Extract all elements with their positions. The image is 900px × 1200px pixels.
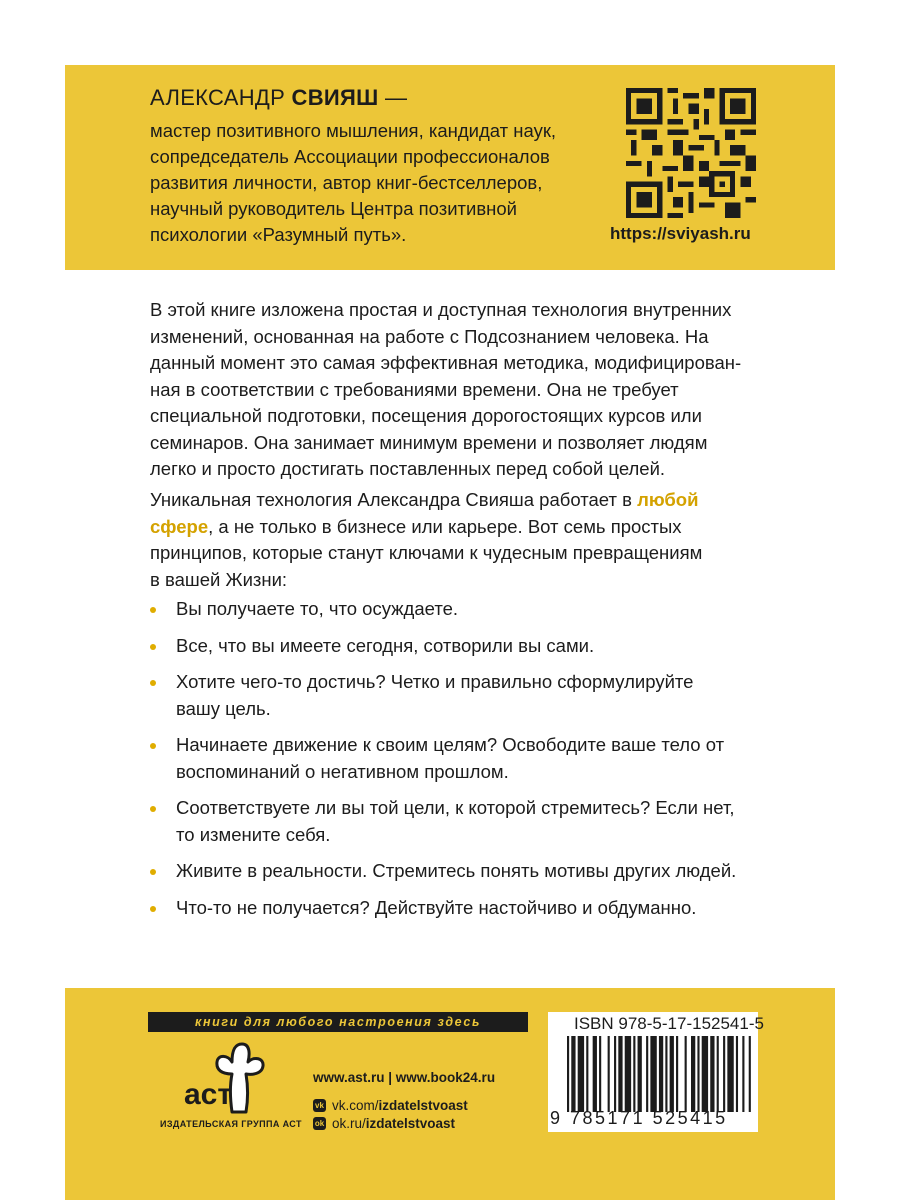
author-last-name: СВИЯШ [291,85,379,110]
barcode-bar [749,1036,751,1112]
paragraph-line: В этой книге изложена простая и доступная технология внутренних [150,299,732,320]
author-dash: — [384,85,408,110]
barcode-bar [599,1036,601,1112]
isbn-text: ISBN 978-5-17-152541-5 [574,1014,764,1033]
barcode-bar [736,1036,738,1112]
barcode-bar [723,1036,725,1112]
accent-text: сфере [150,515,209,537]
barcode-bar [685,1036,687,1112]
principle-text: Все, что вы имеете сегодня, сотворили вы сами. [176,634,595,656]
barcode-bar [742,1036,744,1112]
barcode-bar [567,1036,569,1112]
principle-text: воспоминаний о негативном прошлом. [176,760,509,782]
paragraph-line: изменений, основанная на работе с Подсознанием человека. На [150,325,709,347]
bullet-dot-icon [150,607,156,613]
ast-logo-text: аст [184,1078,233,1111]
barcode-bar [618,1036,622,1112]
barcode-bar [625,1036,631,1112]
principle-item [150,596,770,623]
bullet-dot-icon [150,806,156,812]
ast-logo [170,1040,270,1115]
author-bio-line: психологии «Разумный путь». [150,224,407,245]
bullet-dot-icon [150,743,156,749]
principle-item [150,895,770,922]
description-paragraph-1 [150,297,750,483]
barcode-bar [614,1036,616,1112]
paragraph-text: Уникальная технология Александра Свияша работает в [150,489,638,510]
principle-text: Вы получаете то, что осуждаете. [176,598,459,619]
bullet-dot-icon [150,906,156,912]
author-name [150,85,407,111]
barcode-bar [727,1036,733,1112]
ok-link[interactable] [313,1116,455,1131]
publisher-caption: ИЗДАТЕЛЬСКАЯ ГРУППА АСТ [160,1119,302,1129]
barcode-bar [578,1036,584,1112]
vk-icon: vk [313,1099,326,1112]
principle-text: Соответствуете ли вы той цели, к которой стремитесь? Если нет, [176,797,735,818]
principle-item [150,858,770,885]
paragraph-line: данный момент это самая эффективная методика, модифицирован- [150,352,742,373]
principles-list [150,596,770,931]
bullet-dot-icon [150,869,156,875]
barcode-bar [586,1036,588,1112]
principle-text: Что-то не получается? Действуйте настойчиво и обдуманно. [176,896,697,918]
vk-handle: izdatelstvoast [378,1098,468,1113]
principle-item [150,633,770,660]
barcode-bar [608,1036,610,1112]
principle-text: Живите в реальности. Стремитесь понять мотивы других людей. [176,860,737,881]
author-bio-line: научный руководитель Центра позитивной [150,198,518,219]
paragraph-line [150,487,750,514]
barcode-bar [717,1036,719,1112]
barcode-bar [697,1036,699,1112]
author-website-link[interactable]: https://sviyash.ru [610,224,751,243]
principle-text: то измените себя. [176,823,331,845]
author-bio-line: мастер позитивного мышления, кандидат наук, [150,120,557,141]
barcode-bar [691,1036,695,1112]
bullet-dot-icon [150,644,156,650]
accent-text: любой [637,489,699,510]
author-bio-line: развития личности, автор книг-бестселлеров, [150,172,543,193]
paragraph-line: семинаров. Она занимает минимум времени и позволяет людям [150,431,708,453]
author-first-name: АЛЕКСАНДР [150,85,286,110]
ok-prefix: ok.ru/ [332,1116,366,1131]
principle-item [150,795,770,848]
paragraph-line: в вашей Жизни: [150,568,288,590]
principle-item [150,732,770,785]
barcode-bar [650,1036,656,1112]
principle-item [150,669,770,722]
barcode-bar [670,1036,674,1112]
bullet-dot-icon [150,680,156,686]
paragraph-line: специальной подготовки, посещения дорогостоящих курсов или [150,405,702,426]
barcode-bar [593,1036,597,1112]
barcode-bar [665,1036,667,1112]
author-bio-line: сопредседатель Ассоциации профессионалов [150,146,550,167]
qr-code-icon[interactable] [626,88,756,218]
publisher-websites[interactable]: www.ast.ru | www.book24.ru [313,1070,496,1085]
vk-prefix: vk.com/ [332,1098,379,1113]
barcode-bar [710,1036,714,1112]
vk-link[interactable] [313,1098,468,1113]
author-bio [150,118,590,248]
barcode-bar [676,1036,678,1112]
barcode-bar [702,1036,708,1112]
barcode-digits: 9 785171 525415 [550,1108,728,1128]
principle-text: Хотите чего-то достичь? Четко и правильно сформулируйте [176,671,694,692]
barcode-bar [646,1036,648,1112]
barcode-bar [638,1036,642,1112]
barcode-bar [571,1036,575,1112]
barcode-icon [567,1036,753,1112]
paragraph-line: ная в соответствии с требованиями времени. Она не требует [150,378,679,400]
description-paragraph-2 [150,487,750,593]
paragraph-text: , а не только в бизнесе или карьере. Вот семь простых [208,515,682,537]
tagline-strip: книги для любого настроения здесь [148,1012,528,1032]
principle-text: вашу цель. [176,697,271,719]
paragraph-line [150,514,750,541]
ok-handle: izdatelstvoast [365,1116,456,1131]
barcode-bar [633,1036,635,1112]
paragraph-line: принципов, которые станут ключами к чудесным превращениям [150,542,703,563]
barcode-bar [659,1036,663,1112]
principle-text: Начинаете движение к своим целям? Освободите ваше тело от [176,734,725,755]
odnoklassniki-icon: ok [314,1119,325,1128]
paragraph-line: легко и просто достигать поставленных перед собой целей. [150,458,666,479]
